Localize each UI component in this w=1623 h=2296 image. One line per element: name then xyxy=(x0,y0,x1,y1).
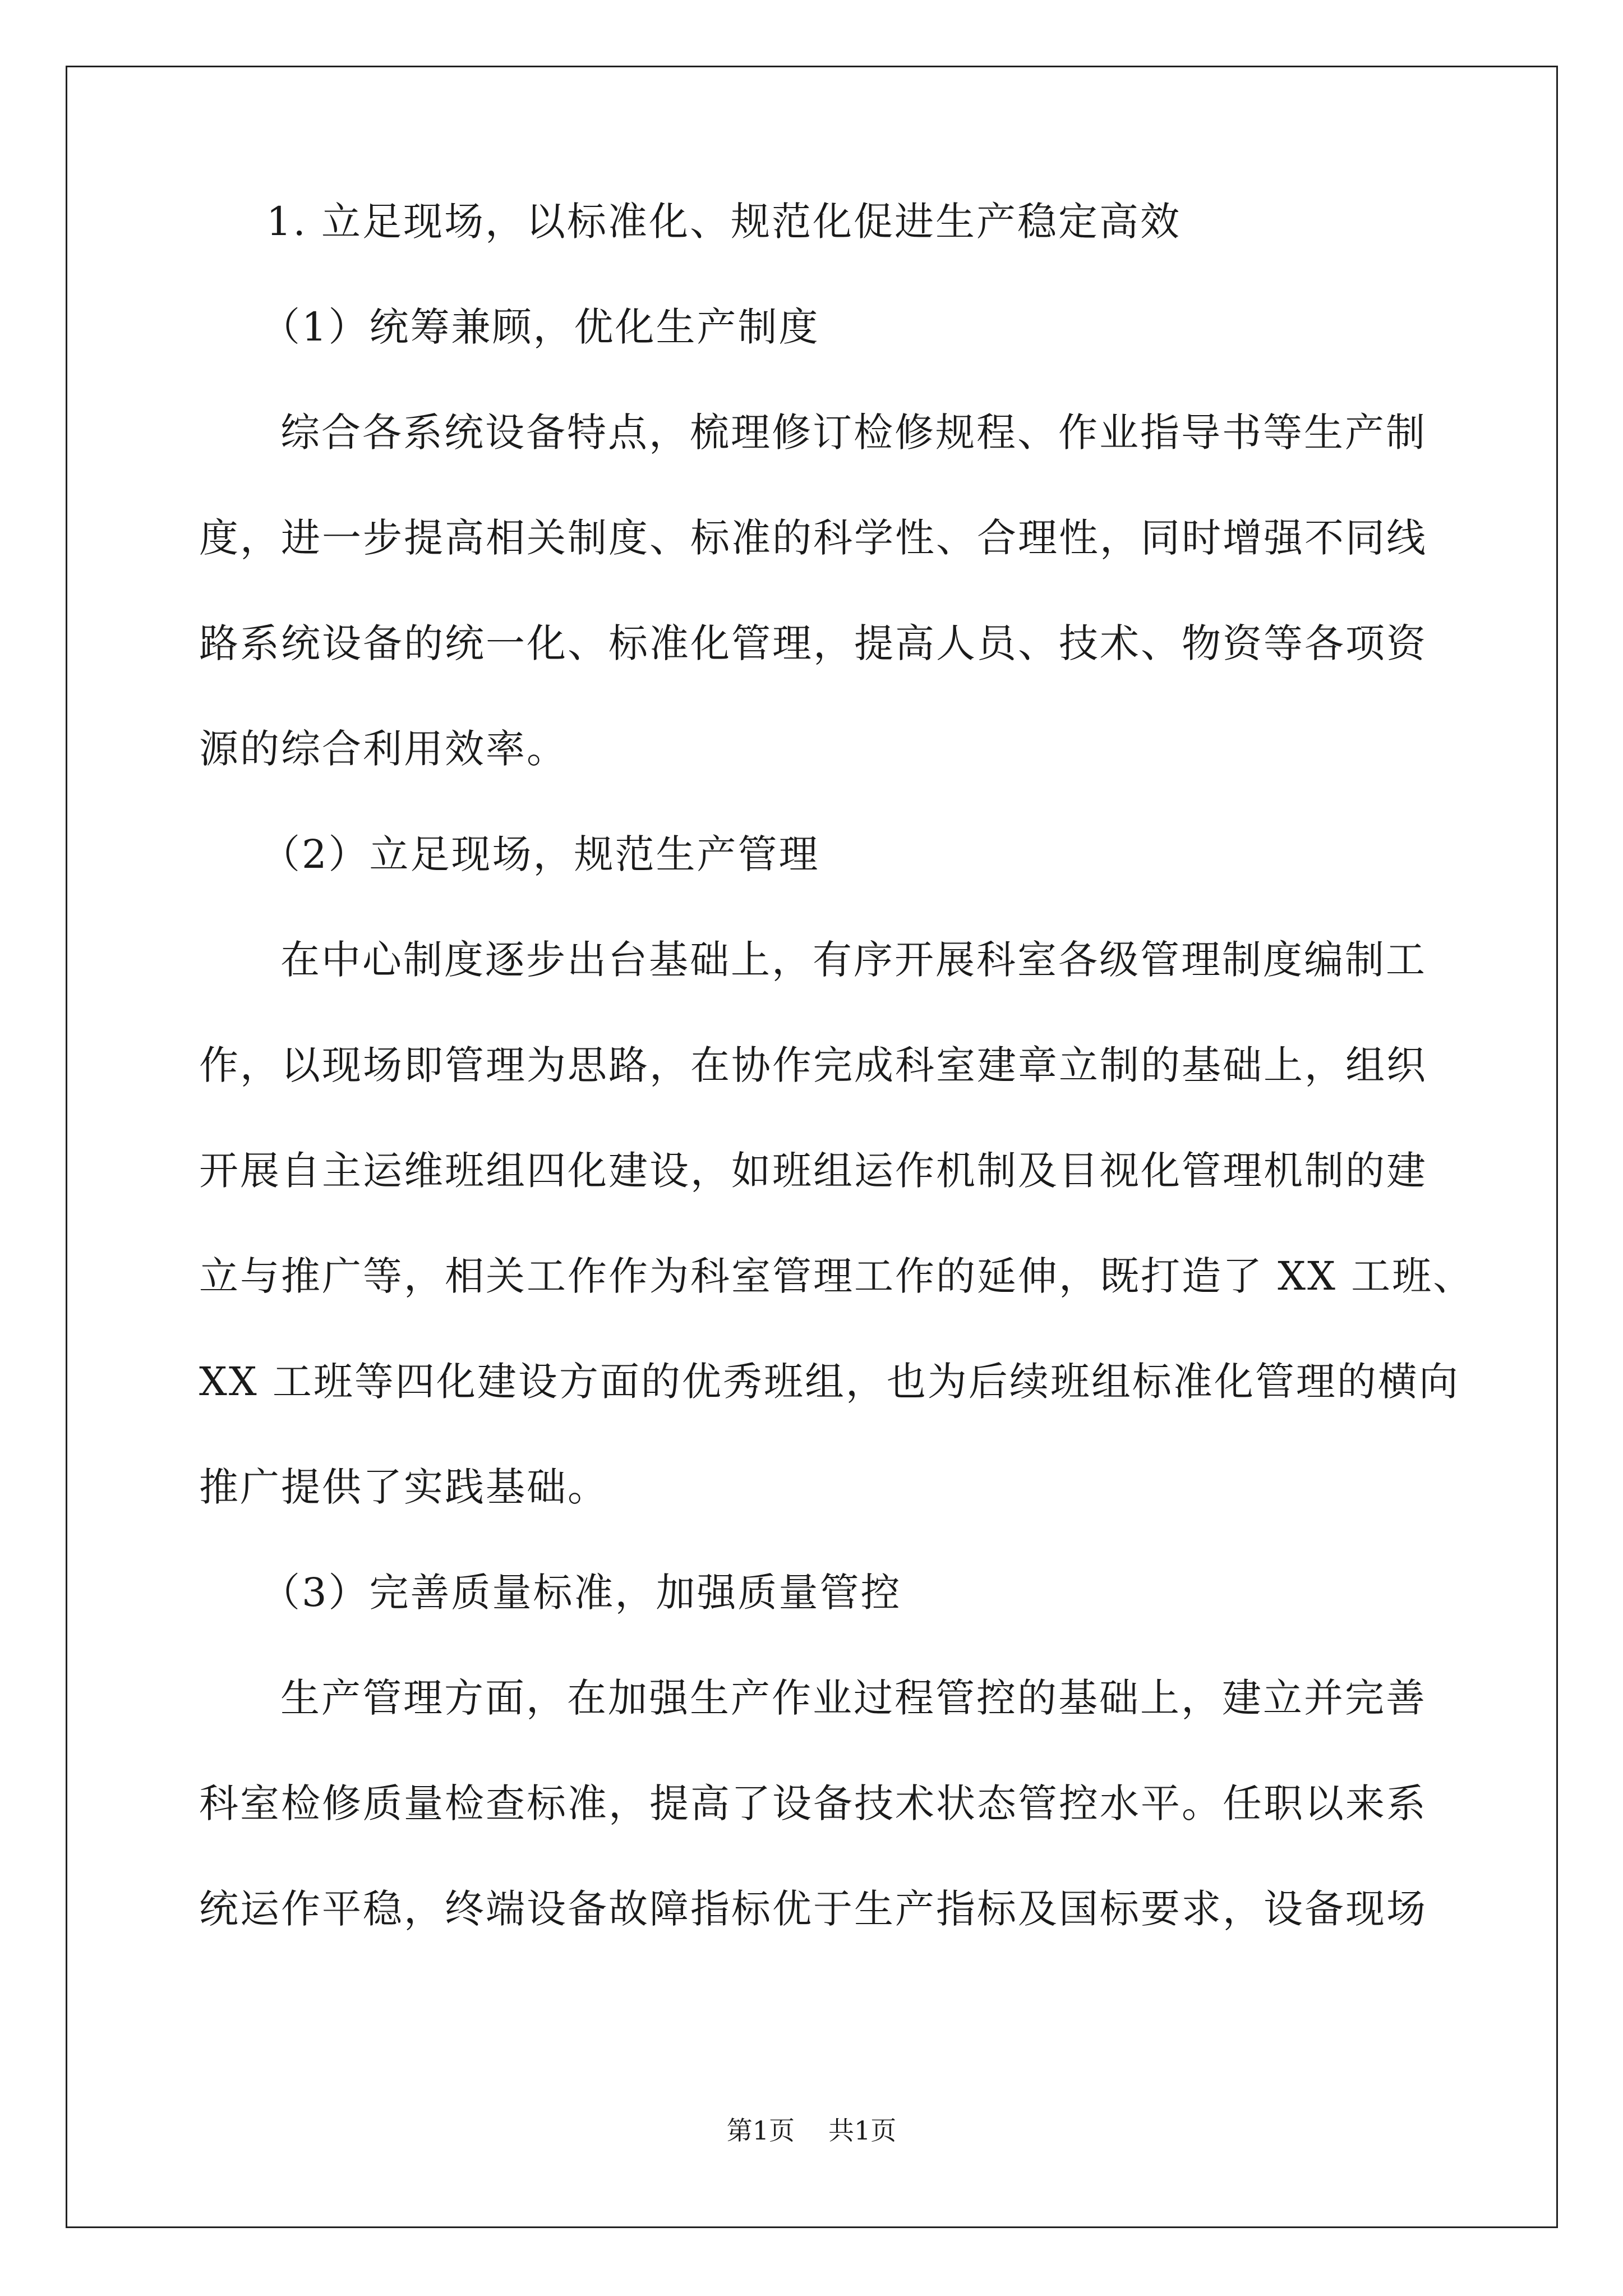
paragraph-line: 统运作平稳，终端设备故障指标优于生产指标及国标要求，设备现场 xyxy=(199,1886,1427,1932)
paragraph-line: 立与推广等，相关工作作为科室管理工作的延伸，既打造了 XX 工班、 xyxy=(199,1253,1474,1299)
paragraph-line: 推广提供了实践基础。 xyxy=(199,1464,608,1510)
page-footer xyxy=(0,2115,1623,2146)
subsection-heading: （3）完善质量标准，加强质量管控 xyxy=(261,1570,902,1616)
document-body xyxy=(199,199,1474,1995)
page-total: 共1页 xyxy=(828,2115,897,2146)
paragraph-line: 度，进一步提高相关制度、标准的科学性、合理性，同时增强不同线 xyxy=(199,515,1427,561)
paragraph-line: 生产管理方面，在加强生产作业过程管控的基础上，建立并完善 xyxy=(280,1675,1427,1721)
paragraph-line: 综合各系统设备特点，梳理修订检修规程、作业指导书等生产制 xyxy=(280,409,1427,455)
paragraph-line: 开展自主运维班组四化建设，如班组运作机制及目视化管理机制的建 xyxy=(199,1148,1427,1194)
paragraph-line: 路系统设备的统一化、标准化管理，提高人员、技术、物资等各项资 xyxy=(199,620,1427,666)
paragraph-line: 在中心制度逐步出台基础上，有序开展科室各级管理制度编制工 xyxy=(280,937,1427,983)
paragraph-line: 科室检修质量检查标准，提高了设备技术状态管控水平。任职以来系 xyxy=(199,1780,1427,1826)
paragraph-line: 源的综合利用效率。 xyxy=(199,726,568,772)
paragraph-line: 作，以现场即管理为思路，在协作完成科室建章立制的基础上，组织 xyxy=(199,1042,1427,1088)
subsection-heading: （2）立足现场，规范生产管理 xyxy=(261,831,820,877)
subsection-heading: （1）统筹兼顾，优化生产制度 xyxy=(261,304,820,350)
section-heading: 1. 立足现场，以标准化、规范化促进生产稳定高效 xyxy=(266,199,1182,245)
page-number: 第1页 xyxy=(726,2115,795,2146)
paragraph-line: XX 工班等四化建设方面的优秀班组，也为后续班组标准化管理的横向 xyxy=(199,1359,1460,1405)
